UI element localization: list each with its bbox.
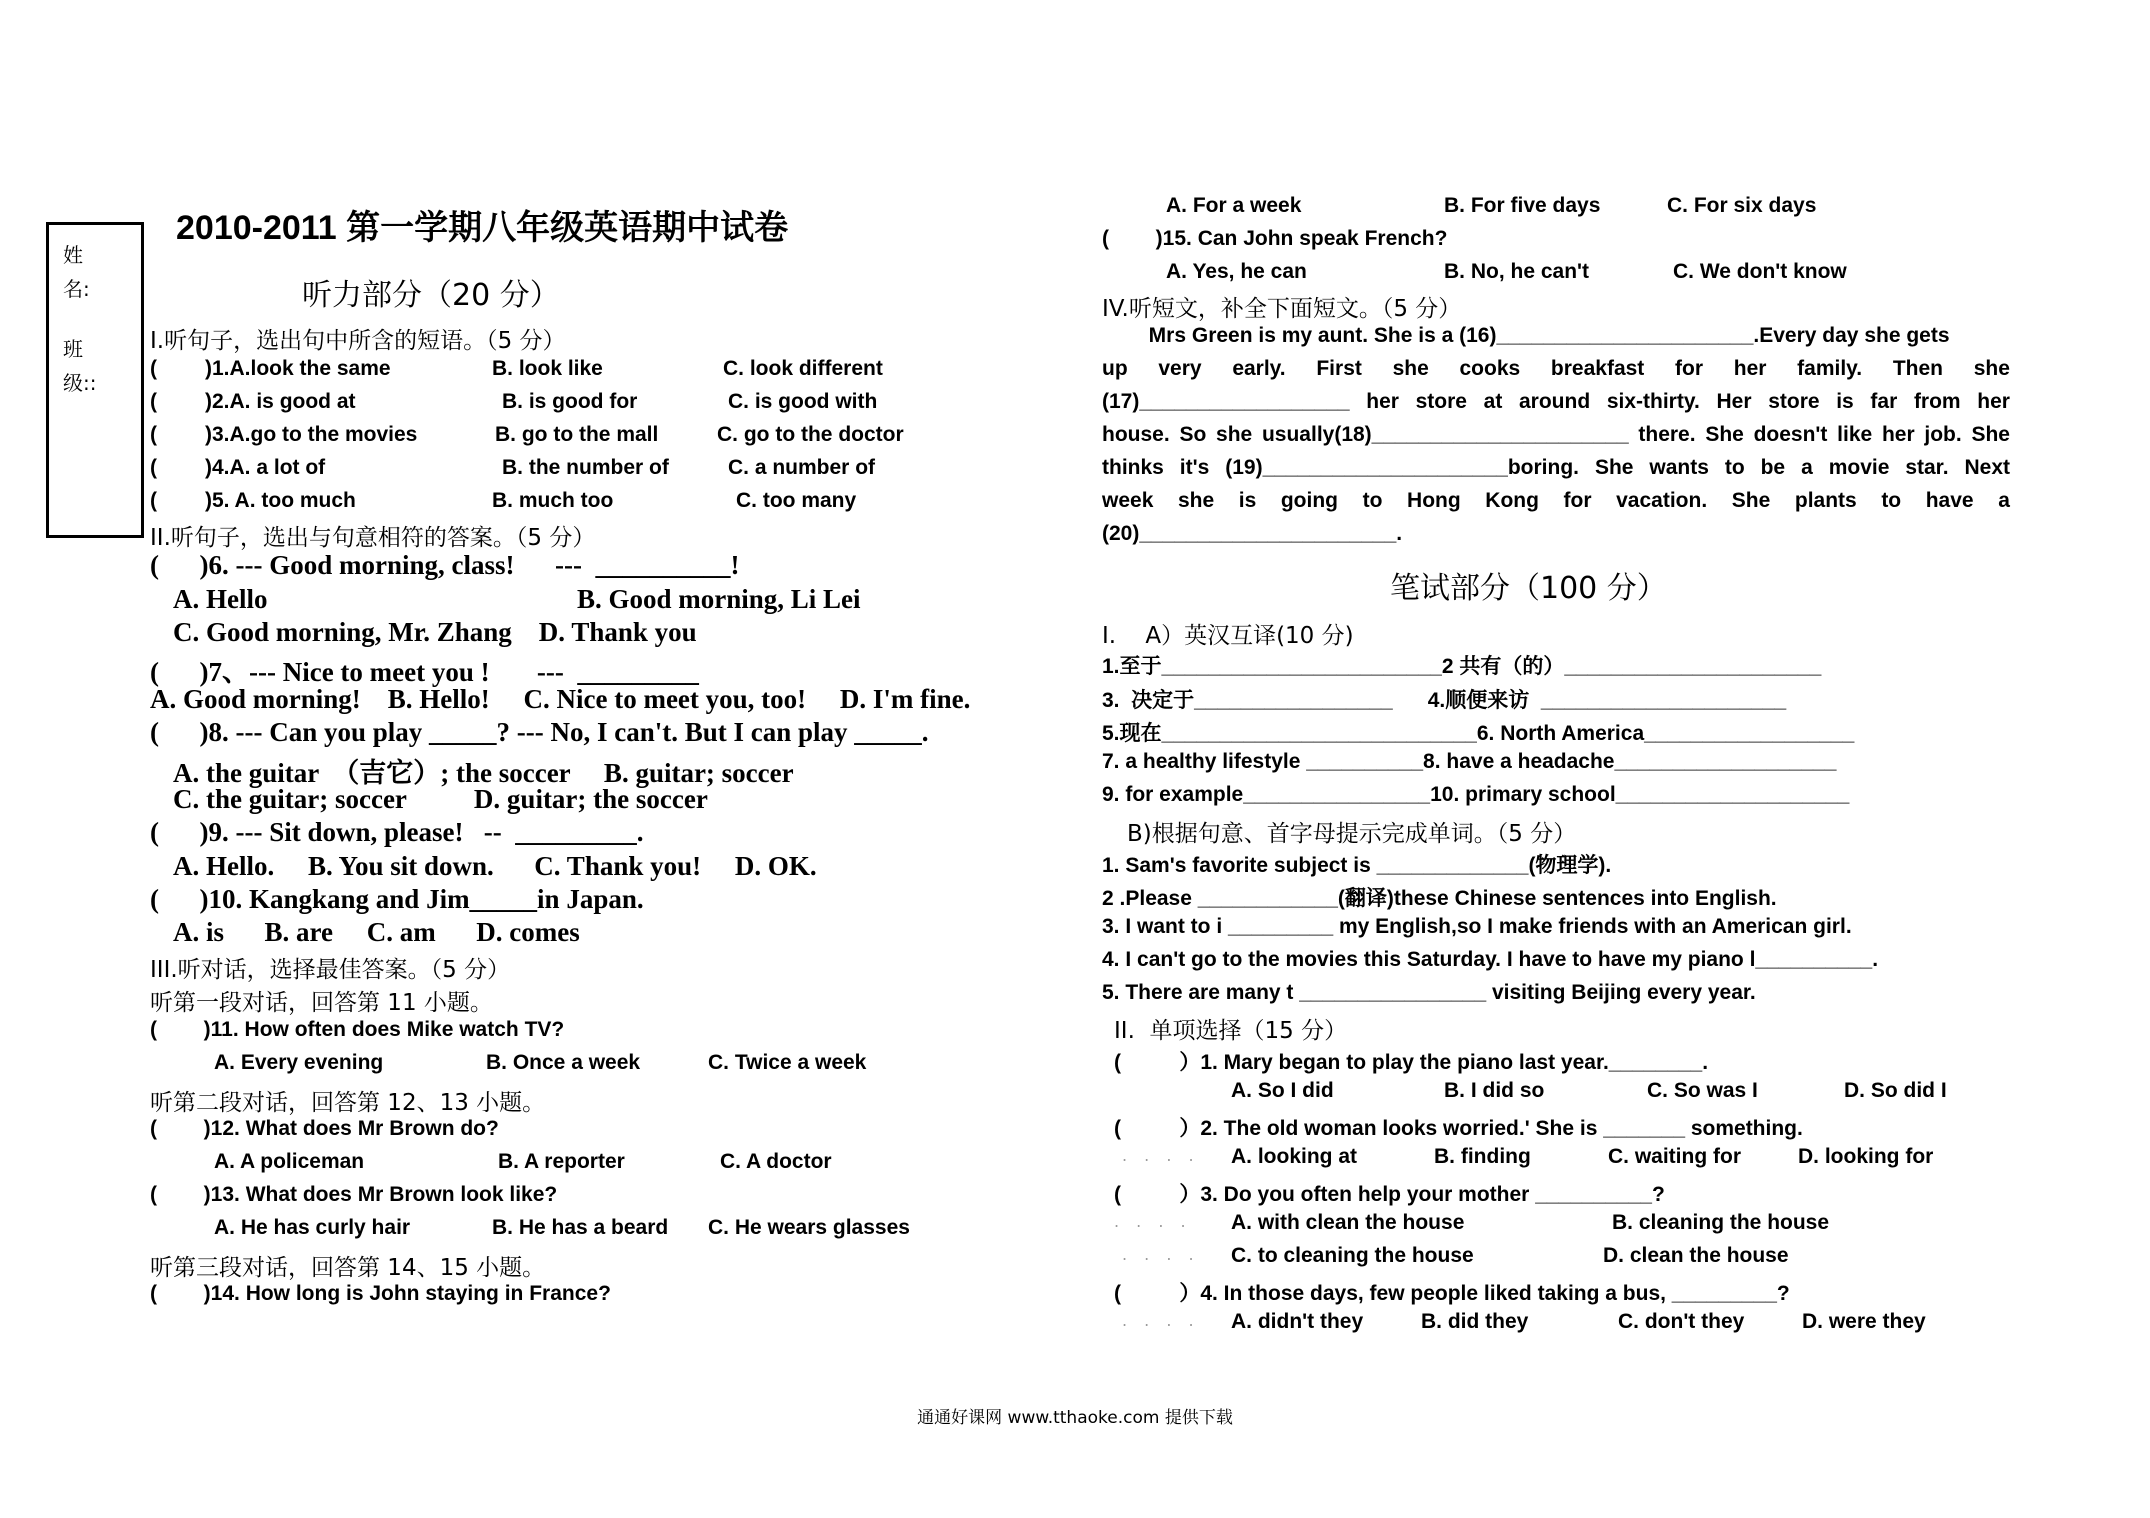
passage-word: Next <box>1964 456 2010 479</box>
passage-word: Then <box>1892 357 1944 380</box>
option-c: C. waiting for <box>1608 1145 1741 1168</box>
passage-word: up <box>1102 357 1128 380</box>
option-d: D. looking for <box>1798 1145 1934 1168</box>
passage-word: cooks <box>1459 357 1521 380</box>
name-label: 姓 <box>63 243 83 267</box>
passage-word: She <box>1705 423 1744 446</box>
passage-word: is <box>1238 489 1257 512</box>
passage-word: she <box>1392 357 1429 380</box>
question-text: ( ）3. Do you often help your mother __________? <box>1114 1183 1665 1206</box>
passage-word: week <box>1102 489 1154 512</box>
option-c: C. don't they <box>1618 1310 1745 1333</box>
options: A. Hello. B. You sit down. C. Thank you! D. OK. <box>173 851 817 881</box>
section-heading: II.听句子，选出与句意相符的答案。（5 分） <box>150 525 596 551</box>
name-label-2: 名: <box>63 277 90 301</box>
option-b: B. Good morning, Li Lei <box>577 584 861 614</box>
option-c: C. a number of <box>728 456 876 479</box>
question-text: ( )12. What does Mr Brown do? <box>150 1117 499 1140</box>
fill-blank-item: 3. I want to i _________ my English,so I make friends with an American girl. <box>1102 915 1852 938</box>
passage-word: from <box>1913 390 1961 413</box>
passage-line <box>1102 423 2010 447</box>
passage-word: she <box>1216 423 1253 446</box>
passage-word: star. <box>1905 456 1949 479</box>
section-heading: I.听句子，选出句中所含的短语。（5 分） <box>150 328 566 354</box>
question-text: ( )8. --- Can you play _____? --- No, I can't. But I can play _____. <box>150 717 929 747</box>
option-c: C. Twice a week <box>708 1051 867 1074</box>
option-b: B. go to the mall <box>495 423 659 446</box>
dialogue-heading: 听第一段对话，回答第 11 小题。 <box>150 990 493 1016</box>
fill-blank-item: 1. Sam's favorite subject is _____________(物理学). <box>1102 854 1612 877</box>
section-heading: I. A）英汉互译(10 分) <box>1102 623 1354 649</box>
option-c: C. is good with <box>728 390 878 413</box>
option-b: B. did they <box>1421 1310 1529 1333</box>
translation-row: 7. a healthy lifestyle __________8. have a headache___________________ <box>1102 750 1837 773</box>
passage-word: She <box>1731 489 1771 512</box>
passage-word: her <box>1733 357 1767 380</box>
question-text: )3.A.go to the movies <box>205 423 418 446</box>
option-a: A. looking at <box>1231 1145 1357 1168</box>
option-d: D. were they <box>1802 1310 1926 1333</box>
passage-line: Mrs Green is my aunt. She is a (16)______________________.Every day she gets <box>1102 324 1950 347</box>
question-text: )5. A. too much <box>205 489 356 512</box>
passage-word: early. <box>1232 357 1286 380</box>
passage-word: it's <box>1179 456 1210 479</box>
passage-word: to <box>1724 456 1745 479</box>
page-footer: 通通好课网 www.tthaoke.com 提供下载 <box>917 1408 1233 1428</box>
option-a: A. Every evening <box>214 1051 384 1074</box>
question-text: ( ）2. The old woman looks worried.' She is _______ something. <box>1114 1117 1803 1140</box>
listening-title: 听力部分（20 分） <box>302 278 560 313</box>
question-paren: ( <box>150 489 157 512</box>
option-a: A. A policeman <box>214 1150 365 1173</box>
passage-word: she <box>1973 357 2010 380</box>
translation-row: 1.至于________________________2 共有（的）______________________ <box>1102 655 1822 678</box>
passage-word: at <box>1483 390 1503 413</box>
question-text: ( )13. What does Mr Brown look like? <box>150 1183 558 1206</box>
option-c: C. to cleaning the house <box>1231 1244 1474 1267</box>
dot-leader: . . . . <box>1114 1212 1192 1231</box>
passage-word: to <box>1362 489 1383 512</box>
passage-word: her <box>1977 390 2010 413</box>
option-b: B. A reporter <box>498 1150 625 1173</box>
passage-word: (17)__________________ <box>1102 390 1350 413</box>
option-c: C. For six days <box>1667 194 1817 217</box>
question-text: ( )10. Kangkang and Jim_____in Japan. <box>150 884 644 914</box>
passage-word: six-thirty. <box>1606 390 1700 413</box>
question-paren: ( <box>150 423 157 446</box>
passage-line <box>1102 489 2010 513</box>
passage-word: house. <box>1102 423 1170 446</box>
passage-word: store <box>1415 390 1467 413</box>
passage-word: she <box>1177 489 1215 512</box>
question-text: ( )15. Can John speak French? <box>1102 227 1448 250</box>
dot-leader: . . . . <box>1122 1311 1200 1330</box>
dot-leader: . . . . <box>1122 1245 1200 1264</box>
question-text: ( ）4. In those days, few people liked taking a bus, _________? <box>1114 1282 1790 1305</box>
options: A. is B. are C. am D. comes <box>173 917 580 947</box>
passage-word: a <box>1801 456 1813 479</box>
passage-word: store <box>1768 390 1820 413</box>
options: A. Good morning! B. Hello! C. Nice to meet you, too! D. I'm fine. <box>150 684 971 714</box>
section-heading: IV.听短文，补全下面短文。（5 分） <box>1102 296 1462 322</box>
option-a: A. with clean the house <box>1231 1211 1465 1234</box>
dot-leader: . . . . <box>1122 1146 1200 1165</box>
passage-word: thinks <box>1102 456 1164 479</box>
passage-word: doesn't <box>1753 423 1828 446</box>
translation-row: 3. 决定于_________________ 4.顺便来访 _____________________ <box>1102 689 1787 712</box>
question-text: )1.A.look the same <box>205 357 391 380</box>
question-paren: ( <box>150 390 157 413</box>
passage-word: like <box>1837 423 1873 446</box>
section-heading: III.听对话，选择最佳答案。（5 分） <box>150 957 511 983</box>
passage-line <box>1102 390 2010 414</box>
fill-blank-item: 2 .Please ____________(翻译)these Chinese sentences into English. <box>1102 887 1777 910</box>
passage-word: Her <box>1716 390 1752 413</box>
passage-word: her <box>1881 423 1915 446</box>
option-b: B. finding <box>1434 1145 1531 1168</box>
question-paren: ( <box>150 357 157 380</box>
option-a: A. For a week <box>1166 194 1302 217</box>
option-c: C. too many <box>736 489 857 512</box>
exam-title: 2010-2011 第一学期八年级英语期中试卷 <box>176 209 789 247</box>
question-text: ( )14. How long is John staying in France? <box>150 1282 611 1305</box>
passage-word: her <box>1366 390 1399 413</box>
passage-word: Kong <box>1485 489 1539 512</box>
passage-word: vacation. <box>1616 489 1708 512</box>
passage-word: is <box>1836 390 1854 413</box>
option-c: C. We don't know <box>1673 260 1847 283</box>
options-cd: C. the guitar; soccer D. guitar; the soccer <box>173 784 708 814</box>
passage-word: be <box>1760 456 1786 479</box>
passage-word: She <box>1971 423 2010 446</box>
passage-word: job. <box>1924 423 1962 446</box>
option-a: A. So I did <box>1231 1079 1334 1102</box>
passage-word: to <box>1881 489 1902 512</box>
question-paren: ( <box>150 456 157 479</box>
fill-blank-item: 4. I can't go to the movies this Saturday. I have to have my piano l__________. <box>1102 948 1879 971</box>
passage-line <box>1102 357 2010 381</box>
passage-word: for <box>1563 489 1592 512</box>
passage-word: breakfast <box>1550 357 1645 380</box>
question-text: )4.A. a lot of <box>205 456 326 479</box>
passage-word: around <box>1519 390 1591 413</box>
passage-word: She <box>1594 456 1634 479</box>
option-b: B. the number of <box>502 456 669 479</box>
options-ab: A. the guitar （吉它）; the soccer B. guitar; soccer <box>173 758 794 788</box>
question-text: ( )9. --- Sit down, please! -- _________. <box>150 817 644 847</box>
translation-row: 5.现在___________________________6. North America__________________ <box>1102 722 1855 745</box>
passage-word: there. <box>1638 423 1696 446</box>
question-text: ( )7、--- Nice to meet you ! --- _________ <box>150 657 699 687</box>
option-c: C. look different <box>723 357 883 380</box>
option-a: A. Hello <box>173 584 268 614</box>
passage-word: family. <box>1797 357 1863 380</box>
options-cd: C. Good morning, Mr. Zhang D. Thank you <box>173 617 697 647</box>
passage-word: have <box>1925 489 1974 512</box>
option-c: C. He wears glasses <box>708 1216 910 1239</box>
dialogue-heading: 听第二段对话，回答第 12、13 小题。 <box>150 1090 546 1116</box>
option-b: B. look like <box>492 357 603 380</box>
fill-blank-item: 5. There are many t ________________ visiting Beijing every year. <box>1102 981 1756 1004</box>
option-a: A. Yes, he can <box>1166 260 1307 283</box>
passage-line <box>1102 456 2010 480</box>
option-d: D. clean the house <box>1603 1244 1789 1267</box>
passage-word: going <box>1280 489 1339 512</box>
option-b: B. I did so <box>1444 1079 1545 1102</box>
class-label-2: 级:: <box>63 371 97 395</box>
passage-word: for <box>1675 357 1704 380</box>
section-heading: B)根据句意、首字母提示完成单词。（5 分） <box>1127 821 1577 847</box>
question-text: ( )11. How often does Mike watch TV? <box>150 1018 565 1041</box>
option-c: C. A doctor <box>720 1150 832 1173</box>
passage-word: very <box>1158 357 1202 380</box>
option-b: B. Once a week <box>486 1051 641 1074</box>
passage-word: So <box>1179 423 1207 446</box>
question-text: ( ）1. Mary began to play the piano last year.________. <box>1114 1051 1709 1074</box>
passage-word: plants <box>1794 489 1857 512</box>
passage-word: usually(18)______________________ <box>1261 423 1629 446</box>
question-text: )2.A. is good at <box>205 390 356 413</box>
passage-word: wants <box>1649 456 1709 479</box>
option-b: B. cleaning the house <box>1612 1211 1830 1234</box>
option-b: B. No, he can't <box>1444 260 1590 283</box>
passage-line: (20)______________________. <box>1102 522 1403 545</box>
passage-word: far <box>1870 390 1898 413</box>
option-b: B. He has a beard <box>492 1216 669 1239</box>
option-a: A. He has curly hair <box>214 1216 411 1239</box>
writing-title: 笔试部分（100 分） <box>1390 571 1667 606</box>
passage-word: (19)_____________________boring. <box>1225 456 1579 479</box>
option-b: B. much too <box>492 489 614 512</box>
class-label: 班 <box>63 337 83 361</box>
translation-row: 9. for example________________10. primary school____________________ <box>1102 783 1850 806</box>
passage-word: Hong <box>1407 489 1461 512</box>
passage-word: movie <box>1828 456 1890 479</box>
option-c: C. So was I <box>1647 1079 1758 1102</box>
section-heading: II. 单项选择（15 分） <box>1114 1018 1348 1044</box>
dialogue-heading: 听第三段对话，回答第 14、15 小题。 <box>150 1255 546 1281</box>
option-c: C. go to the doctor <box>717 423 904 446</box>
passage-word: a <box>1998 489 2010 512</box>
student-info-box <box>46 222 144 538</box>
option-d: D. So did I <box>1844 1079 1947 1102</box>
option-b: B. For five days <box>1444 194 1601 217</box>
option-b: B. is good for <box>502 390 638 413</box>
question-text: ( )6. --- Good morning, class! --- __________! <box>150 550 740 580</box>
option-a: A. didn't they <box>1231 1310 1364 1333</box>
passage-word: First <box>1316 357 1362 380</box>
